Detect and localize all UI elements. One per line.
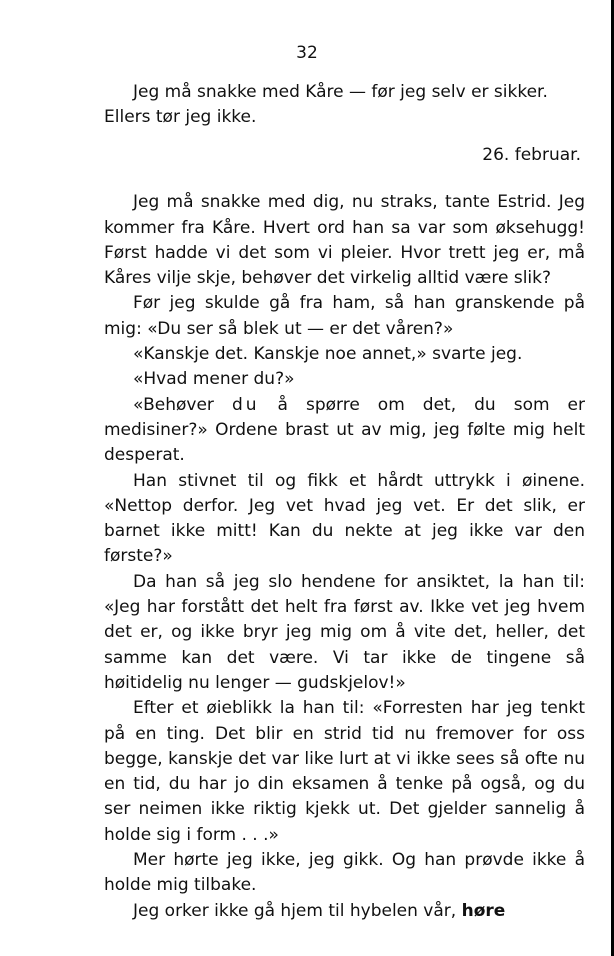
- entry-date: 26. februar.: [482, 145, 581, 165]
- paragraph-9: Mer hørte jeg ikke, jeg gikk. Og han prøvde ikke å holde mig tilbake.: [104, 850, 585, 896]
- entry-intro: [104, 80, 585, 131]
- paragraph-6: Han stivnet til og fikk et hårdt uttrykk i øinene. «Nettop derfor. Jeg vet hvad jeg vet. Er det slik, er barnet ikke mitt! Kan du nekte at jeg ikke var den første?»: [104, 470, 585, 567]
- emphasized-word: du: [231, 394, 260, 415]
- intro-line-1: Jeg må snakke med Kåre — før jeg selv er sikker.: [133, 82, 548, 102]
- paragraph-5-rest: å spørre om det, du som er medisiner?» Ordene brast ut av mig, jeg følte mig helt desperat.: [104, 394, 586, 466]
- paragraph-3: «Kanskje det. Kanskje noe annet,» svarte jeg.: [133, 344, 523, 365]
- page-number: 32: [296, 43, 318, 63]
- paragraph-8: Efter et øieblikk la han til: «Forresten har jeg tenkt på en ting. Det blir en strid tid nu fremover for oss begge, kanskje det var like lurt at vi ikke sees så ofte nu en tid, du har jo din eksamen å tenke på også, og du ser neimen ikke riktig kjekk ut. Det gjelder sannelig å holde sig i form . . .»: [104, 698, 585, 845]
- paragraph-5-start: «Behøver: [133, 394, 232, 415]
- diary-entry: [104, 143, 585, 924]
- paragraph-7: Da han så jeg slo hendene for ansiktet, la han til: «Jeg har forstått det helt fra først av. Ikke vet jeg hvem det er, og ikke bryr jeg mig om å vite det, heller, det samme kan det være. Vi tar ikke de tingene så høitidelig nu lenger — gudskjelov!»: [104, 571, 585, 693]
- paragraph-10-start: Jeg orker ikke gå hjem til hybelen vår,: [133, 900, 462, 921]
- paragraph-5: [104, 393, 585, 469]
- intro-line-2: Ellers tør jeg ikke.: [104, 107, 257, 128]
- bold-word: høre: [461, 900, 506, 921]
- paragraph-1: Jeg må snakke med dig, nu straks, tante Estrid. Jeg kommer fra Kåre. Hvert ord han sa var som øksehugg! Først hadde vi det som vi pleier. Hvor trett jeg er, må Kåres vilje skje, behøver det virkelig alltid være slik?: [104, 192, 585, 289]
- paragraph-4: «Hvad mener du?»: [133, 369, 295, 390]
- paragraph-2: Før jeg skulde gå fra ham, så han granskende på mig: «Du ser så blek ut — er det våren?»: [104, 293, 585, 339]
- paragraph-10: [104, 899, 585, 924]
